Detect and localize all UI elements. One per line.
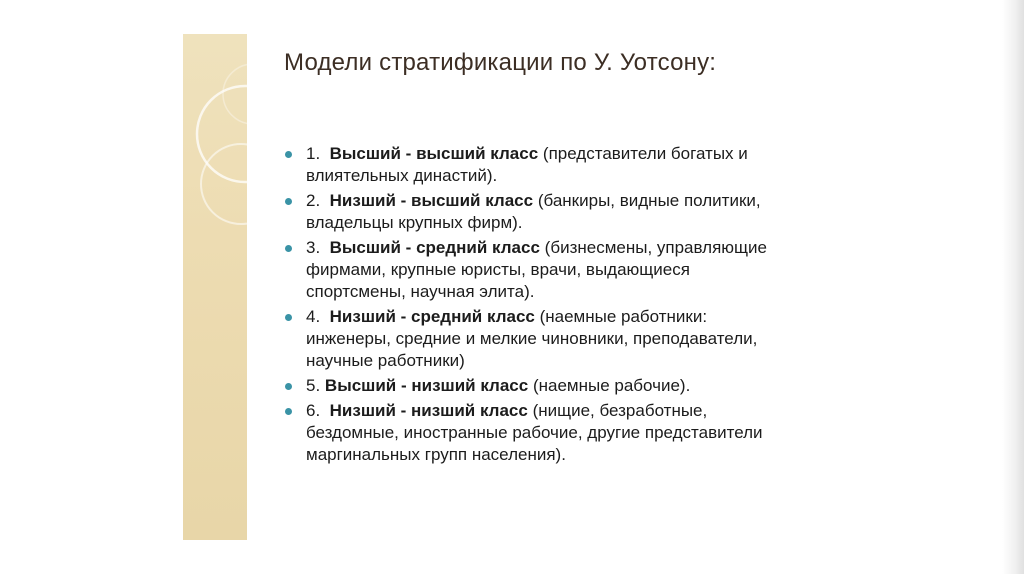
item-number: 4.: [306, 307, 321, 326]
list-item: [282, 375, 772, 397]
item-description: (представители богатых и влиятельных династий).: [306, 144, 748, 185]
slide-edge-shadow: [1002, 0, 1024, 574]
list-item: [282, 237, 772, 303]
item-class: Низший - высший класс: [329, 191, 534, 210]
item-class: Низший - низший класс: [329, 401, 528, 420]
bullet-icon: [285, 408, 292, 415]
list-item: [282, 190, 772, 234]
bullet-icon: [285, 198, 292, 205]
item-description: (наемные рабочие).: [532, 376, 691, 395]
list-item: [282, 143, 772, 187]
bullet-icon: [285, 151, 292, 158]
item-number: 5.: [306, 376, 321, 395]
item-description: (банкиры, видные политики, владельцы крупных фирм).: [306, 191, 761, 232]
item-class: Высший - низший класс: [324, 376, 529, 395]
bullet-icon: [285, 314, 292, 321]
item-number: 2.: [306, 191, 321, 210]
bullet-icon: [285, 383, 292, 390]
decorative-circles-icon: [183, 34, 247, 540]
slide-title: Модели стратификации по У. Уотсону:: [284, 49, 717, 76]
decorative-side-strip: [183, 34, 247, 540]
item-description: (бизнесмены, управляющие фирмами, крупные юристы, врачи, выдающиеся спортсмены, научная элита).: [306, 238, 767, 301]
list-item: [282, 400, 772, 466]
item-description: (наемные работники: инженеры, средние и мелкие чиновники, преподаватели, научные работники): [306, 307, 758, 370]
bullet-icon: [285, 245, 292, 252]
item-class: Высший - высший класс: [329, 144, 539, 163]
item-number: 6.: [306, 401, 321, 420]
item-class: Низший - средний класс: [329, 307, 535, 326]
item-description: (нищие, безработные, бездомные, иностранные рабочие, другие представители маргинальных групп населения).: [306, 401, 763, 464]
item-number: 3.: [306, 238, 321, 257]
item-number: 1.: [306, 144, 321, 163]
item-class: Высший - средний класс: [329, 238, 540, 257]
stratification-list: [282, 143, 772, 469]
list-item: [282, 306, 772, 372]
